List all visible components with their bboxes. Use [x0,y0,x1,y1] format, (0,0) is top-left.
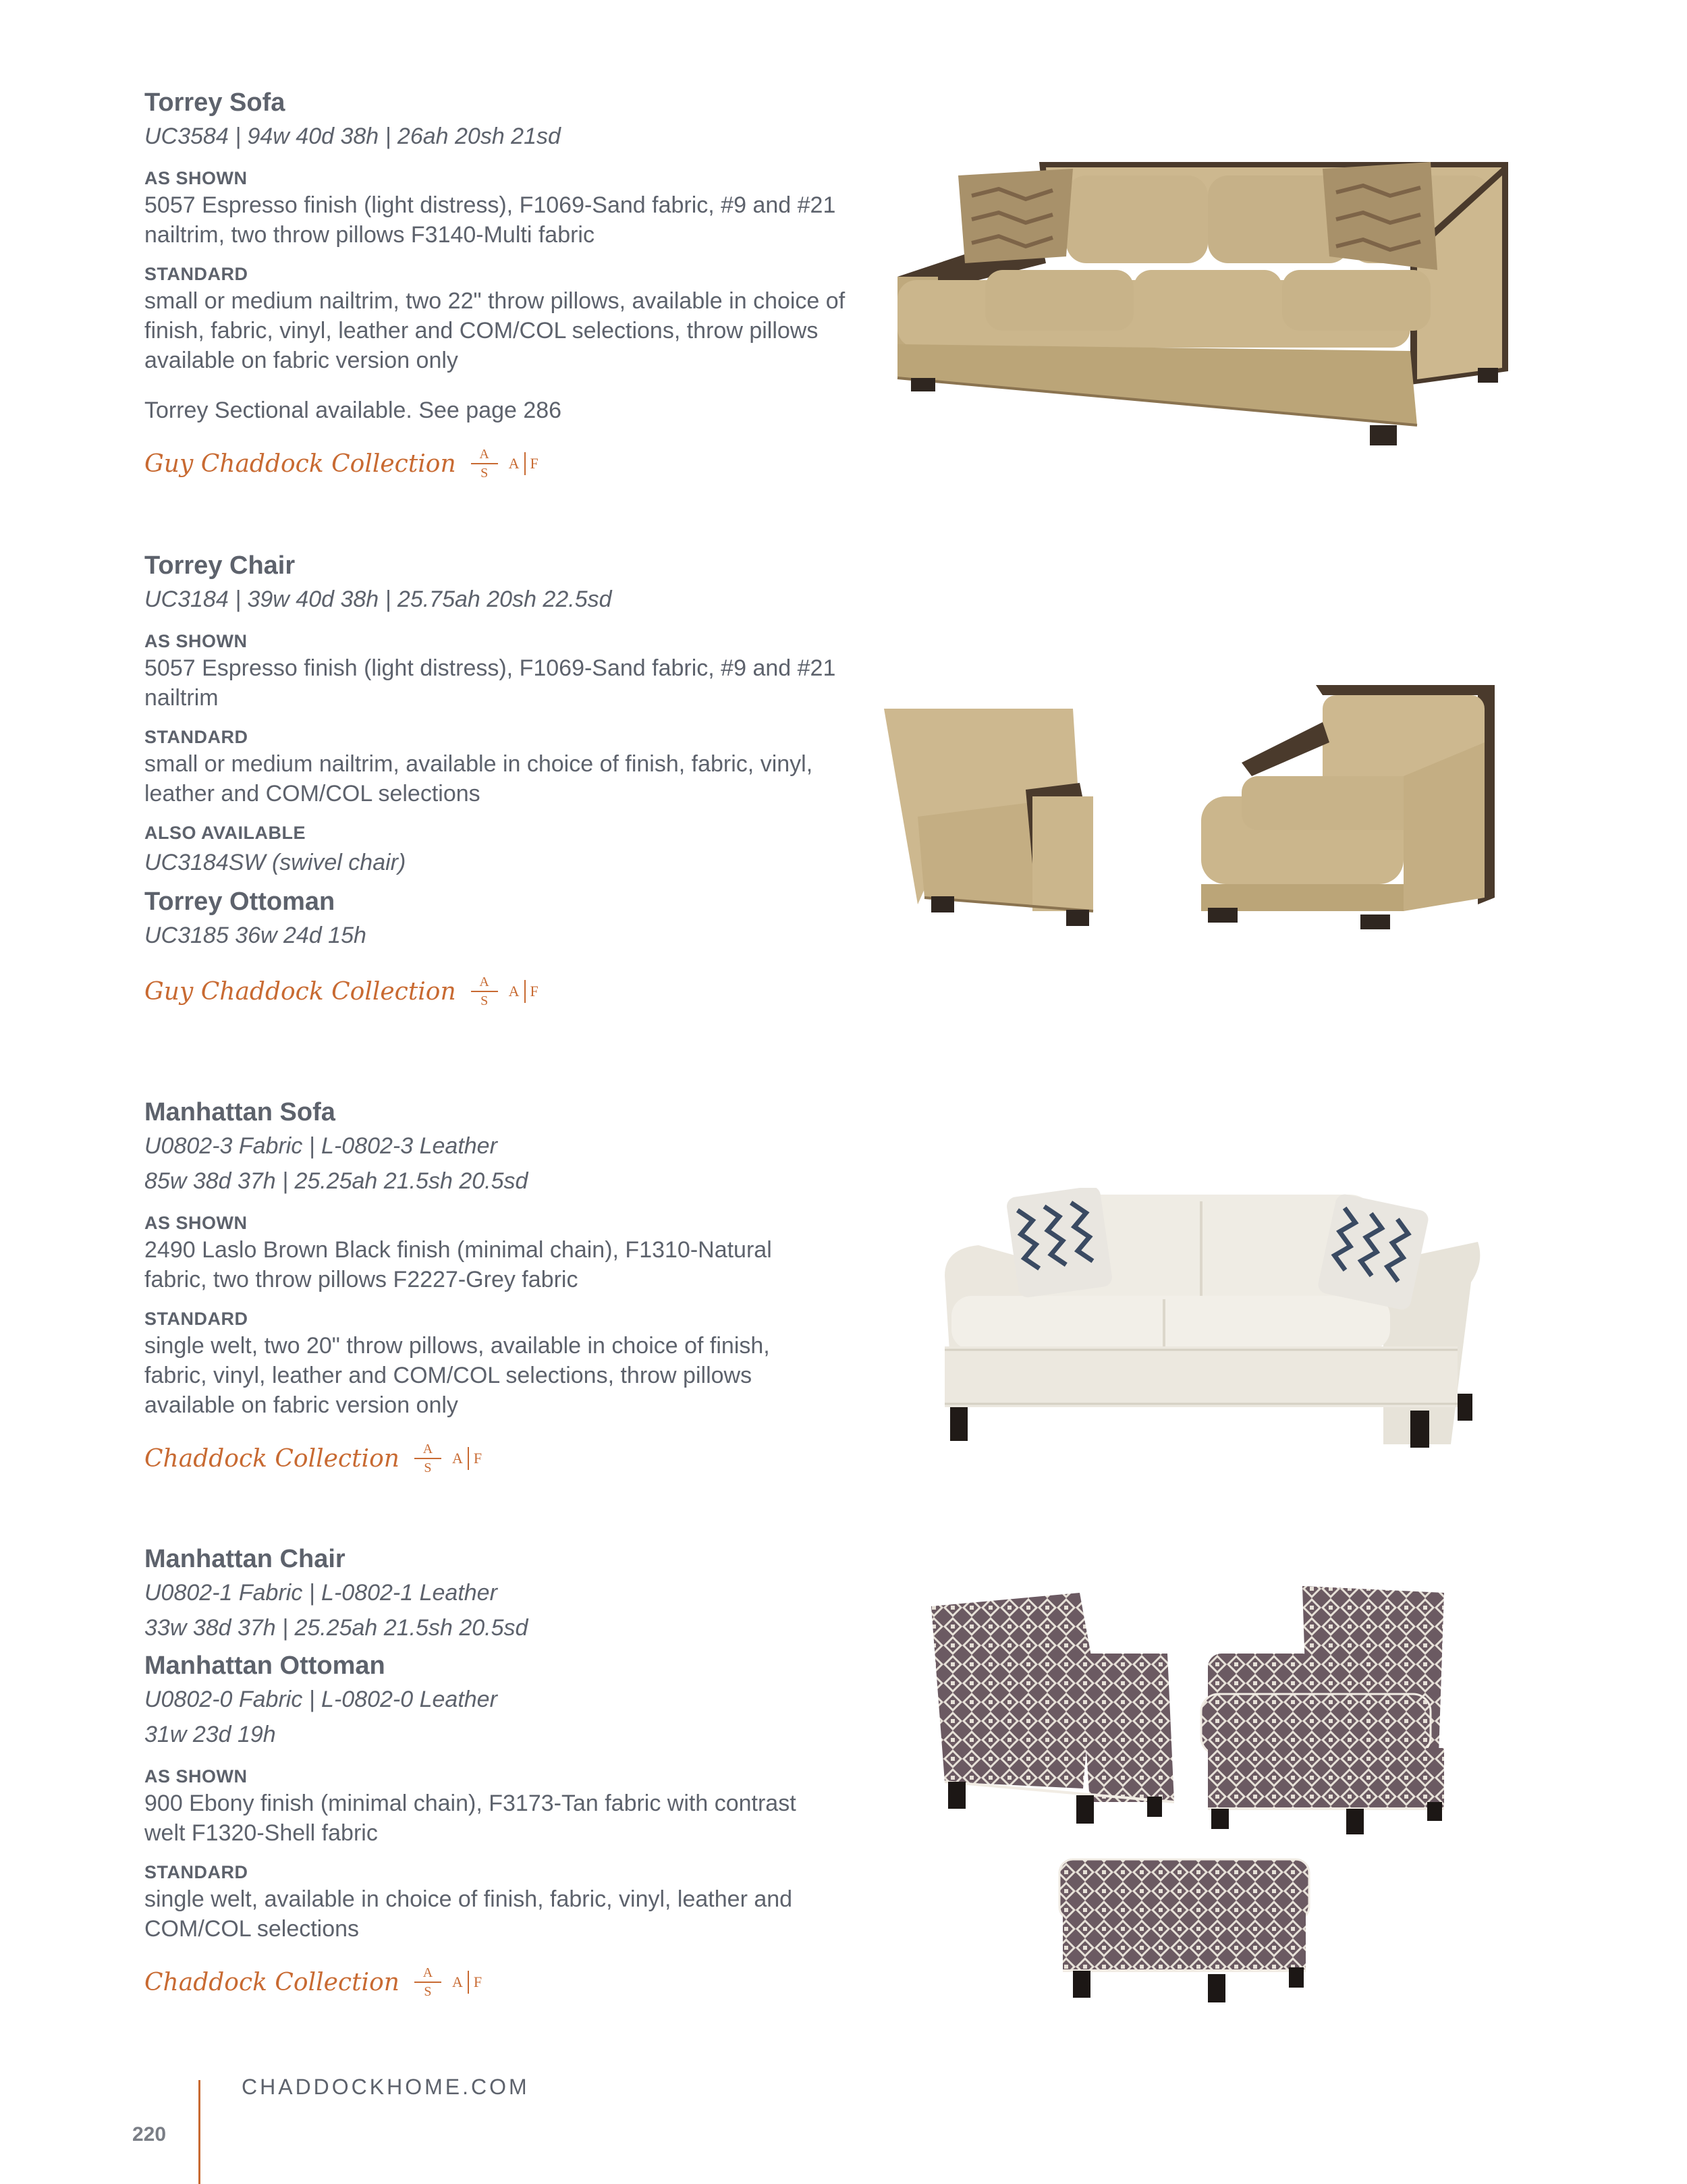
collection-line [144,440,860,487]
standard-text: single welt, two 20" throw pillows, available in choice of finish, fabric, vinyl, leather and COM/COL selections, throw pillows available on fabric version only [144,1333,770,1418]
product-title: Manhattan Sofa [144,1098,335,1126]
torrey-sofa-image [884,155,1518,472]
product-title: Manhattan Ottoman [144,1651,385,1680]
product-title: Torrey Sofa [144,88,285,117]
as-shown-label: AS SHOWN [144,1213,248,1233]
collection-line [144,968,860,1015]
also-available-text: UC3184SW (swivel chair) [144,850,406,875]
collection-name: Chaddock Collection [144,1444,399,1473]
product-spec: UC3185 36w 24d 15h [144,923,366,948]
as-shown-label: AS SHOWN [144,168,248,188]
collection-line [144,1435,860,1482]
as-shown-text: 2490 Laslo Brown Black finish (minimal chain), F1310-Natural fabric, two throw pillows F2227-Grey fabric [144,1237,772,1292]
product-title: Torrey Chair [144,551,296,580]
torrey-chair-image [877,682,1512,938]
page-number: 220 [132,2123,167,2146]
as-shown-label: AS SHOWN [144,631,248,651]
footer-website: CHADDOCKHOME.COM [242,2075,530,2099]
standard-text: small or medium nailtrim, two 22" throw pillows, available in choice of finish, fabric, vinyl, leather and COM/COL selections, throw pillows available on fabric version only [144,288,846,373]
sectional-note: Torrey Sectional available. See page 286 [144,398,562,423]
product-title: Torrey Ottoman [144,888,335,916]
product-spec: UC3584 | 94w 40d 38h | 26ah 20sh 21sd [144,124,561,149]
standard-label: STANDARD [144,1309,248,1329]
collection-name: Chaddock Collection [144,1968,399,1996]
collection-name: Guy Chaddock Collection [144,449,456,478]
product-spec: U0802-0 Fabric | L-0802-0 Leather [144,1687,497,1712]
product-title: Manhattan Chair [144,1545,345,1573]
as-af-mark-icon: $\frac{A}{S}$ A F [414,1442,482,1475]
product-spec: U0802-3 Fabric | L-0802-3 Leather [144,1133,497,1159]
also-available-label: ALSO AVAILABLE [144,823,306,843]
standard-text: single welt, available in choice of finish, fabric, vinyl, leather and COM/COL selections [144,1886,793,1942]
as-af-mark-icon: $\frac{A}{S}$ A F [471,447,538,481]
standard-label: STANDARD [144,727,248,747]
product-dimensions: 85w 38d 37h | 25.25ah 21.5sh 20.5sd [144,1168,528,1194]
as-shown-text: 900 Ebony finish (minimal chain), F3173-Tan fabric with contrast welt F1320-Shell fabric [144,1791,796,1846]
standard-label: STANDARD [144,1862,248,1882]
manhattan-chair-ottoman-image [924,1579,1464,2011]
product-dimensions: 33w 38d 37h | 25.25ah 21.5sh 20.5sd [144,1615,528,1641]
product-dimensions: 31w 23d 19h [144,1722,276,1747]
product-spec: UC3184 | 39w 40d 38h | 25.75ah 20sh 22.5sd [144,586,612,612]
as-shown-label: AS SHOWN [144,1766,248,1786]
standard-text: small or medium nailtrim, available in choice of finish, fabric, vinyl, leather and COM/COL selections [144,751,813,807]
collection-line [144,1959,860,2006]
footer-rule [198,2080,200,2184]
manhattan-sofa-image [938,1188,1485,1458]
standard-label: STANDARD [144,264,248,284]
as-shown-text: 5057 Espresso finish (light distress), F1069-Sand fabric, #9 and #21 nailtrim, two throw pillows F3140-Multi fabric [144,192,836,248]
as-af-mark-icon: $\frac{A}{S}$ A F [414,1965,482,1999]
torrey-chair-section [144,549,860,1015]
manhattan-chair-section [144,1543,860,2006]
as-af-mark-icon: $\frac{A}{S}$ A F [471,975,538,1008]
manhattan-sofa-section [144,1096,860,1482]
as-shown-text: 5057 Espresso finish (light distress), F1069-Sand fabric, #9 and #21 nailtrim [144,655,836,711]
collection-name: Guy Chaddock Collection [144,977,456,1006]
product-spec: U0802-1 Fabric | L-0802-1 Leather [144,1580,497,1606]
torrey-sofa-section [144,86,860,487]
